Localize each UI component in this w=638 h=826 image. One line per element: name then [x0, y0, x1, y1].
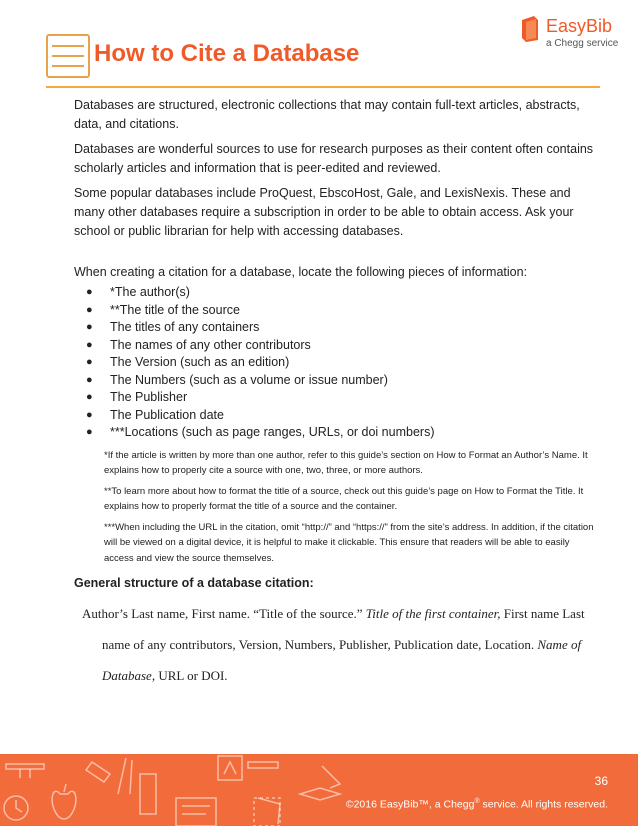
brand-tagline: a Chegg service [546, 38, 619, 49]
bullet-icon: ● [86, 391, 93, 403]
list-item: ● The Publication date [74, 407, 596, 425]
brand-name: EasyBib [546, 16, 613, 36]
intro-paragraph: Databases are wonderful sources to use for research purposes as their content often contains scholarly articles and information that is peer-edited and reviewed. [74, 142, 594, 175]
intro-paragraph: Databases are structured, electronic collections that may contain full-text articles, abstracts, data, and citations. [74, 98, 580, 131]
page-header [0, 0, 638, 90]
intro-paragraph: Some popular databases include ProQuest, EbscoHost, Gale, and LexisNexis. These and many other databases require a subscription in order to be able to obtain access. Ask your school or public librarian for help with accessing databases. [74, 186, 574, 238]
bullet-icon: ● [86, 338, 93, 351]
bullet-icon: ● [86, 286, 93, 298]
list-item: ● The Version (such as an edition) [74, 354, 596, 372]
citation-line: name of any contributors, Version, Numbers, Publisher, Publication date, Location. Name of [102, 637, 582, 652]
page-footer [0, 754, 638, 826]
school-icons-pattern [0, 754, 638, 826]
bullet-icon: ● [86, 303, 93, 316]
body-content [74, 96, 596, 566]
list-item: ● ***Locations (such as page ranges, URLs, or doi numbers) [74, 424, 596, 442]
list-item: ● The titles of any containers [74, 319, 596, 337]
list-intro: When creating a citation for a database, locate the following pieces of information: [74, 265, 528, 279]
list-item: ● **The title of the source [74, 302, 596, 320]
list-item: ● The names of any other contributors [74, 337, 596, 355]
bullet-icon: ● [86, 356, 93, 368]
database-cabinet-icon [46, 34, 90, 78]
citation-template [82, 598, 592, 691]
bullet-icon: ● [86, 373, 93, 386]
list-item: ● *The author(s) [74, 284, 596, 302]
structure-heading: General structure of a database citation: [74, 576, 314, 590]
citation-line: Author’s Last name, First name. “Title of the source.” Title of the first container, First name Last [82, 606, 585, 621]
list-item: ● The Publisher [74, 389, 596, 407]
footnote-author: *If the article is written by more than one author, refer to this guide’s section on How to Format an Author’s Name. It explains how to properly cite a source with one, two, three, or more authors. [104, 449, 588, 476]
bullet-icon: ● [86, 408, 93, 421]
page-number: 36 [594, 774, 608, 788]
easybib-logo [520, 14, 630, 58]
header-rule [46, 86, 600, 88]
easybib-book-icon [520, 16, 540, 42]
bullet-icon: ● [86, 321, 93, 333]
footnote-url: ***When including the URL in the citation, omit “http://” and “https://” from the site’s address. In addition, if the citation will be viewed on a digital device, it is helpful to make it clickable. This ensure that readers will be able to easily access and view the source themselves. [104, 521, 594, 564]
bullet-icon: ● [86, 426, 93, 438]
copyright-notice: ©2016 EasyBib™, a Chegg® service. All rights reserved. [345, 798, 608, 811]
list-item: ● The Numbers (such as a volume or issue number) [74, 372, 596, 390]
information-list [74, 284, 596, 442]
footnote-title: **To learn more about how to format the title of a source, check out this guide’s page on How to Format the Title. It explains how to properly format the title of a source and the container. [104, 485, 584, 512]
citation-line: Database, URL or DOI. [102, 668, 228, 683]
page-title: How to Cite a Database [94, 40, 360, 67]
